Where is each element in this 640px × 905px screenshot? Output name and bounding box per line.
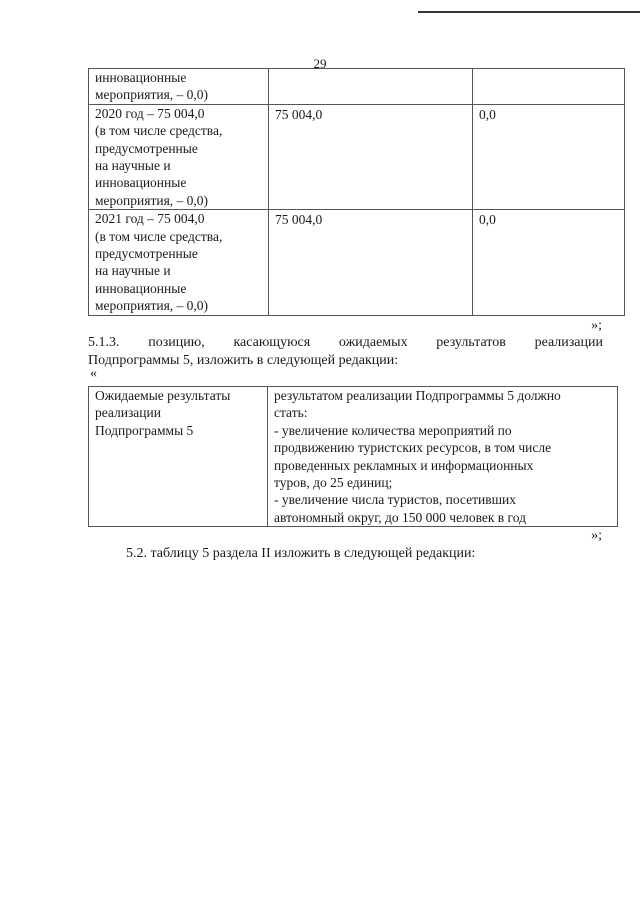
cell-text-line: Подпрограммы 5 <box>95 422 194 438</box>
funding-description-cell <box>89 69 269 105</box>
cell-text-line: 2020 год – 75 004,0 <box>95 105 205 121</box>
results-label-cell <box>89 387 268 527</box>
expected-results-table <box>88 386 618 527</box>
cell-text-line: инновационные <box>95 175 187 191</box>
cell-text-line: Ожидаемые результаты <box>95 388 231 403</box>
cell-text-line: проведенных рекламных и информационных <box>274 457 534 473</box>
cell-text-line: - увеличение количества мероприятий по <box>274 422 512 438</box>
funding-description-cell <box>89 210 269 315</box>
cell-text-line: на научные и <box>95 158 171 174</box>
cell-text-line: мероприятия, – 0,0) <box>95 87 209 103</box>
funding-table <box>88 68 625 316</box>
table-row <box>89 69 625 105</box>
page-number: 29 <box>313 56 327 71</box>
funding-amount-cell <box>269 69 473 105</box>
funding-description-cell <box>89 104 269 209</box>
corner-rule <box>418 11 640 13</box>
table-row <box>89 387 618 527</box>
cell-text-line: туров, до 25 единиц; <box>274 475 393 491</box>
cell-text-line: мероприятия, – 0,0) <box>95 298 209 314</box>
cell-text-line: стать: <box>274 405 308 421</box>
cell-text-line: (в том числе средства, <box>95 123 223 139</box>
funding-extra-cell: 0,0 <box>473 104 625 209</box>
cell-text-line: реализации <box>95 405 161 421</box>
cell-text-line: мероприятия, – 0,0) <box>95 192 209 208</box>
cell-text-line: - увеличение числа туристов, посетивших <box>274 492 516 508</box>
cell-text-line: продвижению туристских ресурсов, в том числе <box>274 440 552 456</box>
cell-text-line: на научные и <box>95 263 171 279</box>
funding-extra-cell: 0,0 <box>473 210 625 315</box>
funding-amount-cell: 75 004,0 <box>269 104 473 209</box>
cell-text-line: (в том числе средства, <box>95 228 223 244</box>
funding-extra-cell <box>473 69 625 105</box>
cell-text-line: инновационные <box>95 70 187 85</box>
cell-text-line: автономный округ, до 150 000 человек в год <box>274 509 526 525</box>
opening-quote-mark: « <box>90 366 97 381</box>
paragraph-5-2: 5.2. таблицу 5 раздела II изложить в следующей редакции: <box>126 546 476 561</box>
table-row <box>89 104 625 209</box>
paragraph-5-1-3-line-1: 5.1.3. позицию, касающуюся ожидаемых результатов реализации <box>88 335 603 350</box>
cell-text-line: результатом реализации Подпрограммы 5 должно <box>274 388 561 403</box>
results-value-cell <box>268 387 618 527</box>
closing-quote-mark: »; <box>591 528 602 543</box>
table-row <box>89 210 625 315</box>
cell-text-line: инновационные <box>95 280 187 296</box>
funding-amount-cell: 75 004,0 <box>269 210 473 315</box>
cell-text-line: предусмотренные <box>95 246 198 262</box>
closing-quote-mark: »; <box>591 318 602 333</box>
cell-text-line: предусмотренные <box>95 140 198 156</box>
cell-text-line: 2021 год – 75 004,0 <box>95 211 205 227</box>
paragraph-5-1-3-line-2: Подпрограммы 5, изложить в следующей редакции: <box>88 353 399 368</box>
